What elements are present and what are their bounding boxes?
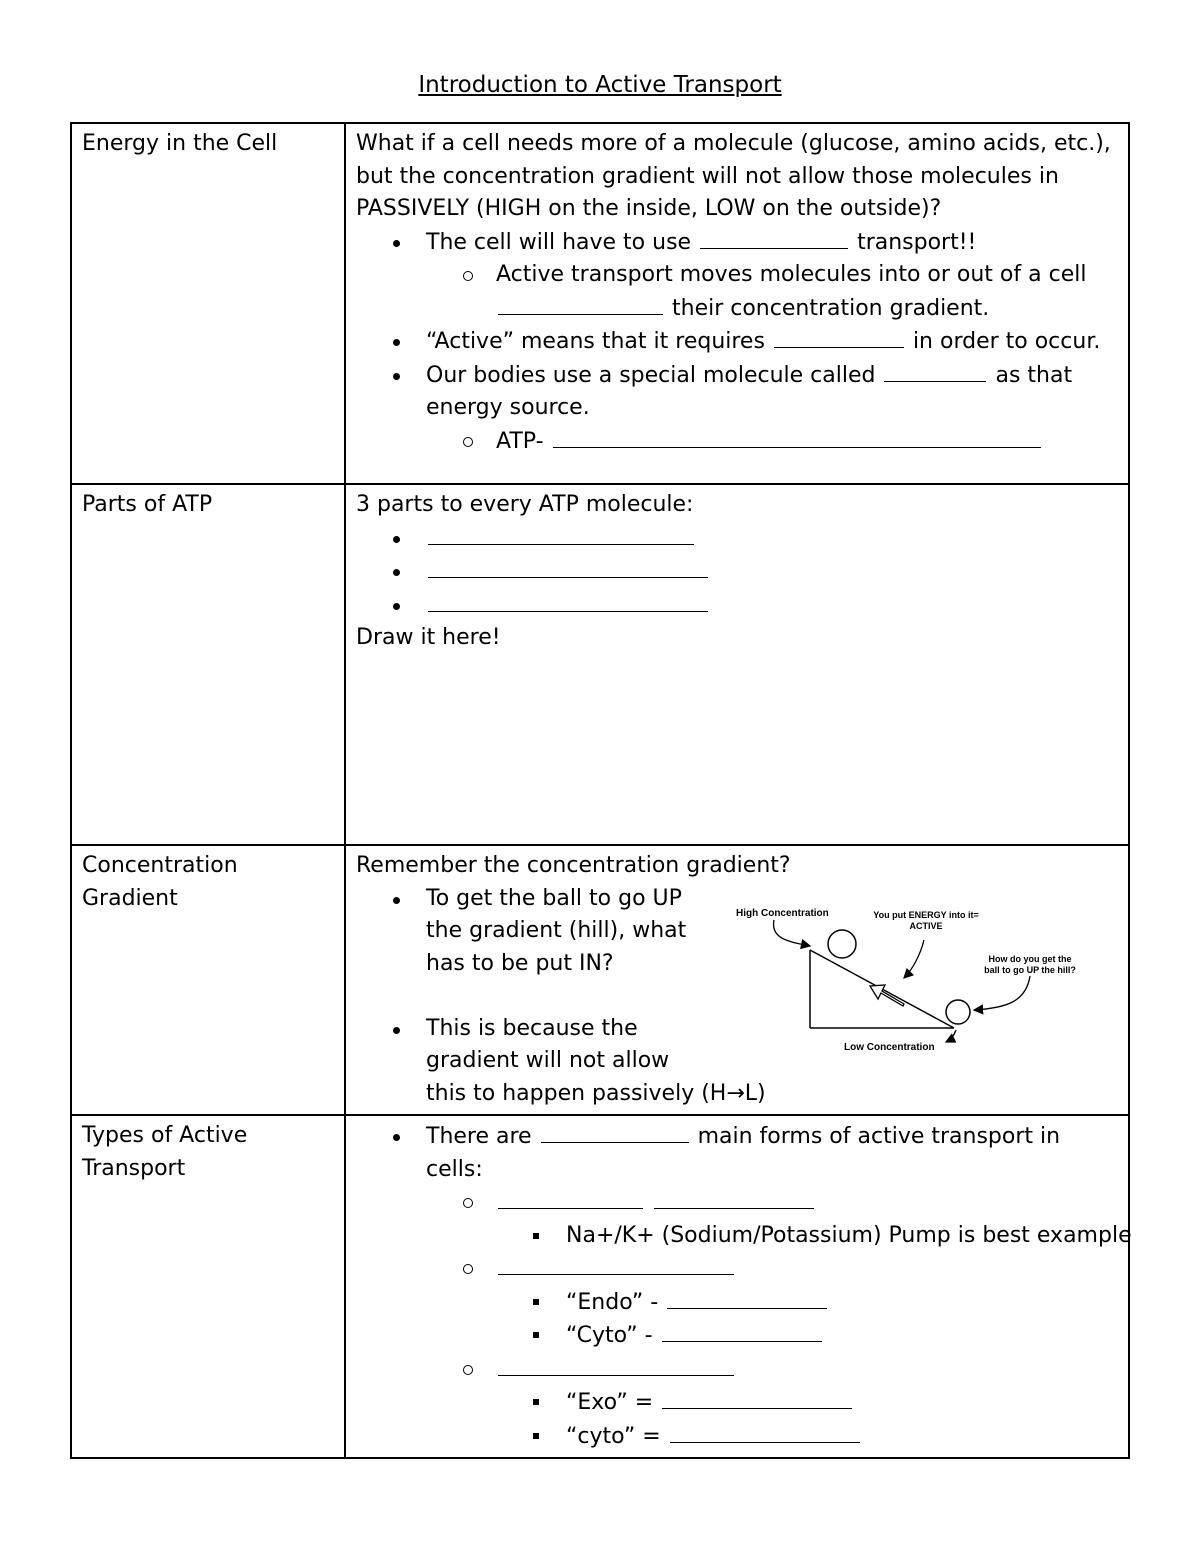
fill-blank[interactable]	[670, 1420, 860, 1443]
bullet-icon	[393, 603, 400, 610]
bullet-icon	[393, 897, 400, 904]
table-row-energy	[71, 123, 1129, 484]
row-content-energy	[345, 123, 1129, 484]
list-item: “cyto” =	[356, 1420, 1118, 1454]
fill-blank[interactable]	[884, 359, 986, 382]
gradient-intro: Remember the concentration gradient?	[356, 853, 791, 878]
fill-blank[interactable]	[774, 325, 904, 348]
fill-blank[interactable]	[700, 226, 848, 249]
list-item: To get the ball to go UP	[356, 883, 1118, 916]
bullet-icon	[393, 373, 400, 380]
circle-bullet-icon	[463, 1198, 473, 1208]
table-row-types	[71, 1115, 1129, 1458]
list-item	[356, 555, 1118, 589]
list-item-continuation: the gradient (hill), what	[426, 918, 687, 943]
page-title: Introduction to Active Transport	[418, 72, 782, 98]
row-content-gradient	[345, 845, 1129, 1115]
draw-prompt: Draw it here!	[356, 625, 501, 650]
list-item	[356, 522, 1118, 556]
row-label-gradient: Concentration Gradient	[71, 845, 345, 1115]
fill-blank[interactable]	[553, 425, 1041, 448]
list-item-continuation: their concentration gradient.	[356, 292, 1118, 326]
list-item: ATP-	[356, 425, 1118, 459]
ball-bottom-icon	[946, 1000, 970, 1024]
fill-blank[interactable]	[662, 1319, 822, 1342]
bullet-icon	[393, 240, 400, 247]
list-item-continuation: has to be put IN?	[426, 950, 614, 976]
list-item: Our bodies use a special molecule called as that	[356, 359, 1118, 393]
fill-blank[interactable]	[667, 1286, 827, 1309]
row-label-energy: Energy in the Cell	[71, 123, 345, 484]
up-arrow-icon	[870, 985, 904, 1006]
list-item-continuation: energy source.	[426, 395, 590, 420]
label-high-concentration: High Concentration	[736, 908, 829, 919]
parts-intro: 3 parts to every ATP molecule:	[356, 492, 694, 517]
list-item	[356, 1252, 1118, 1286]
energy-intro-line-3: PASSIVELY (HIGH on the inside, LOW on the outside)?	[356, 196, 942, 221]
circle-bullet-icon	[463, 271, 473, 281]
label-low-concentration: Low Concentration	[844, 1042, 935, 1052]
label-question-2: ball to go UP the hill?	[984, 965, 1076, 975]
question-pointer-icon	[974, 976, 1030, 1010]
energy-intro-line-1: What if a cell needs more of a molecule (glucose, amino acids, etc.),	[356, 131, 1111, 156]
table-row-gradient	[71, 845, 1129, 1115]
fill-blank[interactable]	[654, 1186, 814, 1209]
bullet-icon	[393, 569, 400, 576]
label-energy-1: You put ENERGY into it=	[873, 910, 979, 920]
worksheet-table	[70, 122, 1130, 1459]
list-item: Active transport moves molecules into or out of a cell	[356, 259, 1118, 292]
energy-intro-line-2: but the concentration gradient will not allow those molecules in	[356, 163, 1059, 189]
list-item: “Endo” -	[356, 1286, 1118, 1320]
fill-blank[interactable]	[541, 1120, 689, 1143]
table-row-parts	[71, 484, 1129, 845]
list-item	[356, 1186, 1118, 1220]
low-pointer-icon	[946, 1030, 956, 1042]
list-item-continuation: cells:	[426, 1156, 483, 1182]
high-pointer-icon	[774, 920, 810, 946]
square-bullet-icon	[533, 1399, 539, 1405]
row-content-types	[345, 1115, 1132, 1458]
list-item-continuation: this to happen passively (H→L)	[426, 1080, 766, 1106]
row-label-types: Types of Active Transport	[71, 1115, 345, 1458]
fill-blank[interactable]	[428, 522, 694, 545]
fill-blank[interactable]	[498, 1252, 734, 1275]
gradient-hill-diagram	[736, 892, 1096, 1052]
list-item: “Active” means that it requires in order to occur.	[356, 325, 1118, 359]
label-energy-2: ACTIVE	[909, 921, 943, 931]
square-bullet-icon	[533, 1332, 539, 1338]
fill-blank[interactable]	[498, 292, 663, 315]
circle-bullet-icon	[463, 1365, 473, 1375]
fill-blank[interactable]	[428, 555, 708, 578]
circle-bullet-icon	[463, 437, 473, 447]
fill-blank[interactable]	[498, 1353, 734, 1376]
list-item: There are main forms of active transport in	[356, 1120, 1118, 1154]
list-item-continuation: gradient will not allow	[426, 1048, 670, 1073]
square-bullet-icon	[533, 1299, 539, 1305]
fill-blank[interactable]	[662, 1386, 852, 1409]
bullet-icon	[393, 536, 400, 543]
bullet-icon	[393, 1027, 400, 1034]
list-item: “Cyto” -	[356, 1319, 1118, 1353]
list-item	[356, 1353, 1118, 1387]
circle-bullet-icon	[463, 1264, 473, 1274]
list-item: “Exo” =	[356, 1386, 1118, 1420]
bullet-icon	[393, 1134, 400, 1141]
fill-blank[interactable]	[498, 1186, 643, 1209]
energy-pointer-icon	[904, 940, 924, 978]
square-bullet-icon	[533, 1233, 539, 1239]
list-item: Na+/K+ (Sodium/Potassium) Pump is best example	[356, 1220, 1118, 1253]
label-question-1: How do you get the	[988, 954, 1072, 964]
list-item: The cell will have to use transport!!	[356, 226, 1118, 260]
square-bullet-icon	[533, 1433, 539, 1439]
bullet-icon	[393, 339, 400, 346]
list-item: This is because the	[356, 1013, 1118, 1046]
row-content-parts	[345, 484, 1129, 845]
ball-top-icon	[828, 930, 856, 958]
fill-blank[interactable]	[428, 589, 708, 612]
row-label-parts: Parts of ATP	[71, 484, 345, 845]
list-item	[356, 589, 1118, 623]
